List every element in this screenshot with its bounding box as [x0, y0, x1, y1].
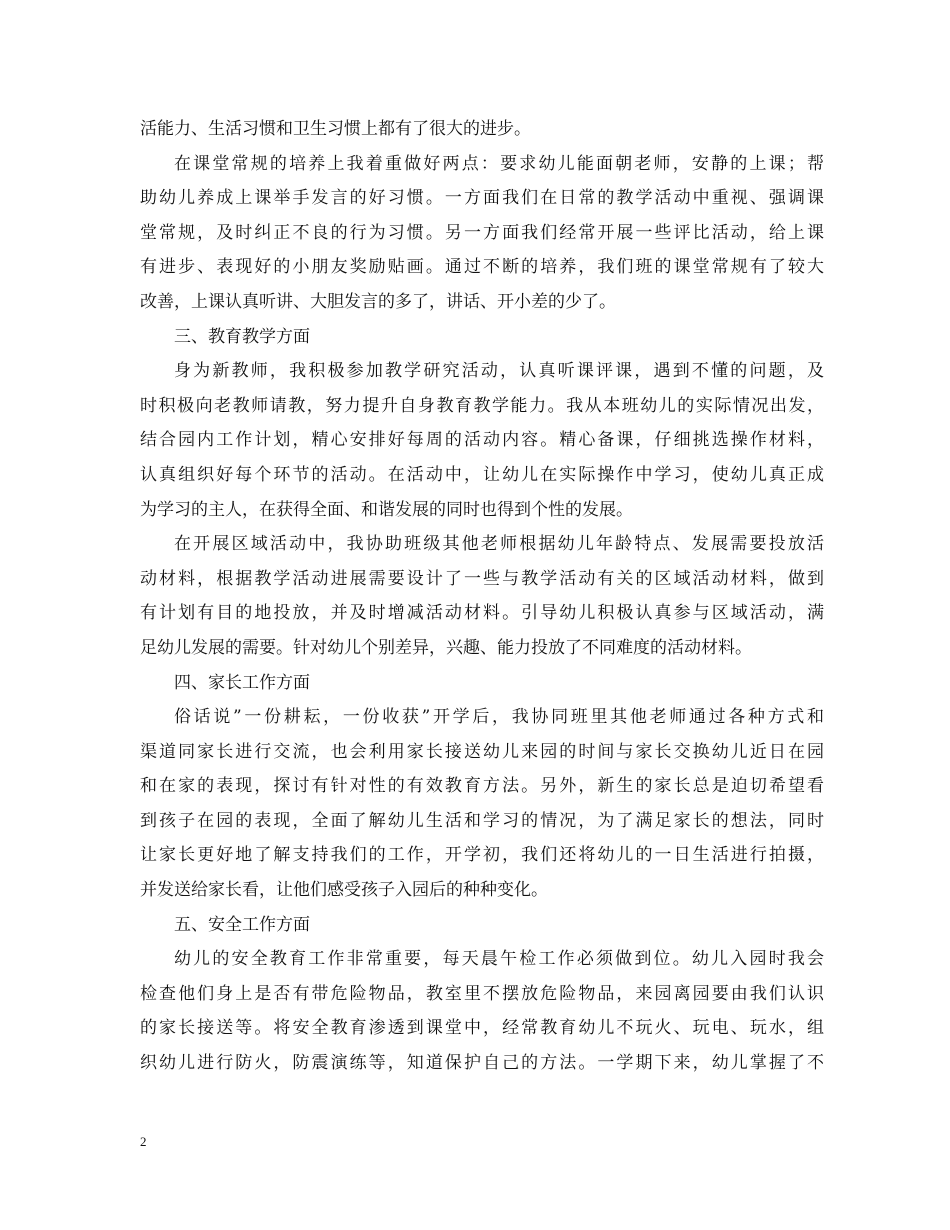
- paragraph-line: 有进步、表现好的小朋友奖励贴画。通过不断的培养，我们班的课堂常规有了较大: [140, 257, 824, 278]
- paragraph-line: 到孩子在园的表现，全面了解幼儿生活和学习的情况，为了满足家长的想法，同时: [140, 810, 824, 831]
- paragraph-line: 渠道同家长进行交流，也会利用家长接送幼儿来园的时间与家长交换幼儿近日在园: [140, 741, 824, 762]
- paragraph-line: 织幼儿进行防火，防震演练等，知道保护自己的方法。一学期下来，幼儿掌握了不: [140, 1053, 824, 1074]
- paragraph-line: 俗话说”一份耕耘，一份收获”开学后，我协同班里其他老师通过各种方式和: [174, 707, 824, 728]
- paragraph-line: 动材料，根据教学活动进展需要设计了一些与教学活动有关的区域活动材料，做到: [140, 568, 824, 589]
- paragraph-line: 活能力、生活习惯和卫生习惯上都有了很大的进步。: [140, 119, 531, 139]
- paragraph-line: 在课堂常规的培养上我着重做好两点：要求幼儿能面朝老师，安静的上课；帮: [174, 153, 824, 174]
- section-heading: 四、家长工作方面: [174, 672, 310, 693]
- paragraph-line: 时积极向老教师请教，努力提升自身教育教学能力。我从本班幼儿的实际情况出发，: [140, 395, 824, 416]
- paragraph-line: 幼儿的安全教育工作非常重要，每天晨午检工作必须做到位。幼儿入园时我会: [174, 949, 824, 970]
- paragraph-line: 身为新教师，我积极参加教学研究活动，认真听课评课，遇到不懂的问题，及: [174, 361, 824, 382]
- paragraph-line: 在开展区域活动中，我协助班级其他老师根据幼儿年龄特点、发展需要投放活: [174, 534, 824, 555]
- paragraph-line: 助幼儿养成上课举手发言的好习惯。一方面我们在日常的教学活动中重视、强调课: [140, 188, 824, 209]
- paragraph-line: 检查他们身上是否有带危险物品，教室里不摆放危险物品，来园离园要由我们认识: [140, 983, 824, 1004]
- paragraph-line: 让家长更好地了解支持我们的工作，开学初，我们还将幼儿的一日生活进行拍摄，: [140, 845, 824, 866]
- paragraph-line: 有计划有目的地投放，并及时增减活动材料。引导幼儿积极认真参与区域活动，满: [140, 603, 824, 624]
- section-heading: 五、安全工作方面: [174, 914, 310, 935]
- paragraph-line: 的家长接送等。将安全教育渗透到课堂中，经常教育幼儿不玩火、玩电、玩水，组: [140, 1018, 824, 1039]
- paragraph-line: 为学习的主人，在获得全面、和谐发展的同时也得到个性的发展。: [140, 499, 633, 520]
- document-body: [140, 112, 824, 1081]
- paragraph-line: 足幼儿发展的需要。针对幼儿个别差异，兴趣、能力投放了不同难度的活动材料。: [140, 637, 752, 658]
- page-number: 2: [140, 1134, 147, 1149]
- section-heading: 三、教育教学方面: [174, 326, 310, 347]
- paragraph-line: 和在家的表现，探讨有针对性的有效教育方法。另外，新生的家长总是迫切希望看: [140, 776, 824, 797]
- paragraph-line: 结合园内工作计划，精心安排好每周的活动内容。精心备课，仔细挑选操作材料，: [140, 430, 824, 451]
- paragraph-line: 堂常规，及时纠正不良的行为习惯。另一方面我们经常开展一些评比活动，给上课: [140, 222, 824, 243]
- paragraph-line: 改善，上课认真听讲、大胆发言的多了，讲话、开小差的少了。: [140, 291, 616, 312]
- paragraph-line: 并发送给家长看，让他们感受孩子入园后的种种变化。: [140, 880, 548, 901]
- paragraph-line: 认真组织好每个环节的活动。在活动中，让幼儿在实际操作中学习，使幼儿真正成: [140, 464, 824, 485]
